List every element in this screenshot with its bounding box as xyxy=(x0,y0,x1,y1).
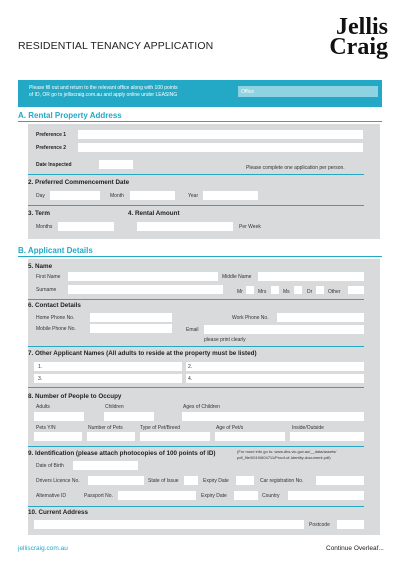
surname-input[interactable] xyxy=(68,285,223,294)
licence-label: Drivers Licence No. xyxy=(36,478,80,484)
car-rego-input[interactable] xyxy=(316,476,364,485)
current-address-input[interactable] xyxy=(34,520,304,529)
expiry2-input[interactable] xyxy=(234,491,258,500)
rental-amount-input[interactable] xyxy=(137,222,233,231)
website-link[interactable]: jelliscraig.com.au xyxy=(18,545,68,552)
alt-id-label: Alternative ID xyxy=(36,493,67,499)
page-title: RESIDENTIAL TENANCY APPLICATION xyxy=(18,40,214,52)
one-application-note: Please complete one application per person. xyxy=(246,165,345,171)
divider-5 xyxy=(28,387,364,388)
year-label: Year xyxy=(188,193,199,199)
preference-2-label: Preference 2 xyxy=(36,145,67,151)
identification-info-2: pdf_file/0019/604711/Proof-of-Identity-document.pdf) xyxy=(237,455,331,460)
pet-type-label: Type of Pet/Breed xyxy=(140,425,181,431)
divider-6 xyxy=(28,446,364,447)
office-label: Office xyxy=(241,89,254,95)
email-input[interactable] xyxy=(204,325,364,334)
other-applicant-4-num: 4. xyxy=(188,376,193,382)
pet-age-label: Age of Pet/s xyxy=(216,425,244,431)
email-label: Email xyxy=(186,327,199,333)
preference-1-input[interactable] xyxy=(78,130,363,139)
title-other-checkbox[interactable] xyxy=(348,286,364,294)
title-mrs-label: Mrs xyxy=(258,289,267,295)
postcode-input[interactable] xyxy=(337,520,364,529)
preference-2-input[interactable] xyxy=(78,143,363,152)
title-ms-checkbox[interactable] xyxy=(294,286,302,294)
contact-title: 6. Contact Details xyxy=(28,302,81,309)
dob-label: Date of Birth xyxy=(36,463,64,469)
first-name-input[interactable] xyxy=(68,272,218,281)
surname-label: Surname xyxy=(36,287,57,293)
children-label: Children xyxy=(105,404,124,410)
title-ms-label: Ms xyxy=(283,289,290,295)
day-label: Day xyxy=(36,193,45,199)
print-clearly-note: please print clearly xyxy=(204,337,246,343)
number-pets-label: Number of Pets xyxy=(88,425,123,431)
day-input[interactable] xyxy=(50,191,100,200)
country-input[interactable] xyxy=(288,491,364,500)
name-title: 5. Name xyxy=(28,263,53,270)
months-input[interactable] xyxy=(58,222,114,231)
children-input[interactable] xyxy=(104,412,154,421)
postcode-label: Postcode xyxy=(309,522,330,528)
commencement-title: 2. Preferred Commencement Date xyxy=(28,179,130,186)
section-b-rule xyxy=(18,256,382,257)
logo-line-1: Jellis xyxy=(336,14,388,40)
middle-name-input[interactable] xyxy=(258,272,364,281)
identification-title: 9. Identification (please attach photocopies of 100 points of ID) xyxy=(28,450,216,457)
work-phone-input[interactable] xyxy=(277,313,364,322)
other-applicant-2-num: 2. xyxy=(188,364,193,370)
title-mr-label: Mr xyxy=(237,289,243,295)
other-applicant-1-num: 1. xyxy=(38,364,43,370)
title-other-label: Other xyxy=(328,289,341,295)
banner-text-1: Please fill out and return to the relevant office along with 100 points xyxy=(29,85,178,91)
mobile-phone-label: Mobile Phone No. xyxy=(36,326,76,332)
passport-label: Passport No. xyxy=(84,493,113,499)
divider-3 xyxy=(28,299,364,300)
year-input[interactable] xyxy=(203,191,258,200)
state-input[interactable] xyxy=(184,476,198,485)
home-phone-label: Home Phone No. xyxy=(36,315,75,321)
section-a-title: A. Rental Property Address xyxy=(18,111,122,120)
divider-7 xyxy=(28,506,364,507)
first-name-label: First Name xyxy=(36,274,61,280)
passport-input[interactable] xyxy=(118,491,196,500)
section-a-rule xyxy=(18,121,382,122)
middle-name-label: Middle Name xyxy=(222,274,252,280)
ages-children-label: Ages of Children xyxy=(183,404,220,410)
logo-line-2: Craig xyxy=(329,34,388,60)
other-applicant-2-input[interactable] xyxy=(186,362,364,371)
work-phone-label: Work Phone No. xyxy=(232,315,269,321)
pet-age-input[interactable] xyxy=(215,432,285,441)
divider-2 xyxy=(28,205,364,206)
other-applicant-3-num: 3. xyxy=(38,376,43,382)
per-week-label: Per Week xyxy=(239,224,261,230)
expiry-input[interactable] xyxy=(236,476,254,485)
preference-1-label: Preference 1 xyxy=(36,132,67,138)
title-dr-checkbox[interactable] xyxy=(316,286,324,294)
section-b-title: B. Applicant Details xyxy=(18,246,93,255)
state-label: State of Issue xyxy=(148,478,179,484)
months-label: Months xyxy=(36,224,53,230)
banner-text-2: of ID, OR go to jelliscraig.com.au and apply online under LEASING xyxy=(29,92,178,98)
divider-4 xyxy=(28,346,364,347)
adults-input[interactable] xyxy=(34,412,84,421)
month-label: Month xyxy=(110,193,124,199)
dob-input[interactable] xyxy=(73,461,138,470)
office-field[interactable] xyxy=(238,86,378,97)
brand-logo xyxy=(308,14,388,60)
home-phone-input[interactable] xyxy=(90,313,172,322)
pet-type-input[interactable] xyxy=(140,432,210,441)
pets-input[interactable] xyxy=(34,432,82,441)
other-applicant-1-input[interactable] xyxy=(34,362,182,371)
other-applicant-3-input[interactable] xyxy=(34,374,182,383)
date-inspected-input[interactable] xyxy=(99,160,133,169)
current-address-title: 10. Current Address xyxy=(28,509,88,516)
expiry-label: Expiry Date xyxy=(203,478,229,484)
ages-children-input[interactable] xyxy=(182,412,364,421)
continue-overleaf: Continue Overleaf... xyxy=(326,545,384,552)
identification-info-1: (For more info go to: www.dhs.vic.gov.au/__data/assets/ xyxy=(237,449,337,454)
other-applicants-title: 7. Other Applicant Names (All adults to reside at the property must be listed) xyxy=(28,350,257,357)
car-rego-label: Car registration No. xyxy=(260,478,304,484)
adults-label: Adults xyxy=(36,404,50,410)
mobile-phone-input[interactable] xyxy=(90,324,172,333)
title-mr-checkbox[interactable] xyxy=(246,286,254,294)
term-title: 3. Term xyxy=(28,210,50,217)
title-dr-label: Dr xyxy=(307,289,313,295)
rental-amount-title: 4. Rental Amount xyxy=(128,210,180,217)
number-pets-input[interactable] xyxy=(87,432,135,441)
other-applicant-4-input[interactable] xyxy=(186,374,364,383)
month-input[interactable] xyxy=(130,191,175,200)
date-inspected-label: Date Inspected xyxy=(36,162,72,168)
licence-input[interactable] xyxy=(88,476,144,485)
country-label: Country xyxy=(262,493,280,499)
inside-outside-input[interactable] xyxy=(290,432,364,441)
pets-label: Pets Y/N xyxy=(36,425,56,431)
inside-outside-label: Inside/Outside xyxy=(292,425,324,431)
divider-1 xyxy=(28,174,364,175)
expiry2-label: Expiry Date xyxy=(201,493,227,499)
people-title: 8. Number of People to Occupy xyxy=(28,393,122,400)
title-mrs-checkbox[interactable] xyxy=(271,286,279,294)
